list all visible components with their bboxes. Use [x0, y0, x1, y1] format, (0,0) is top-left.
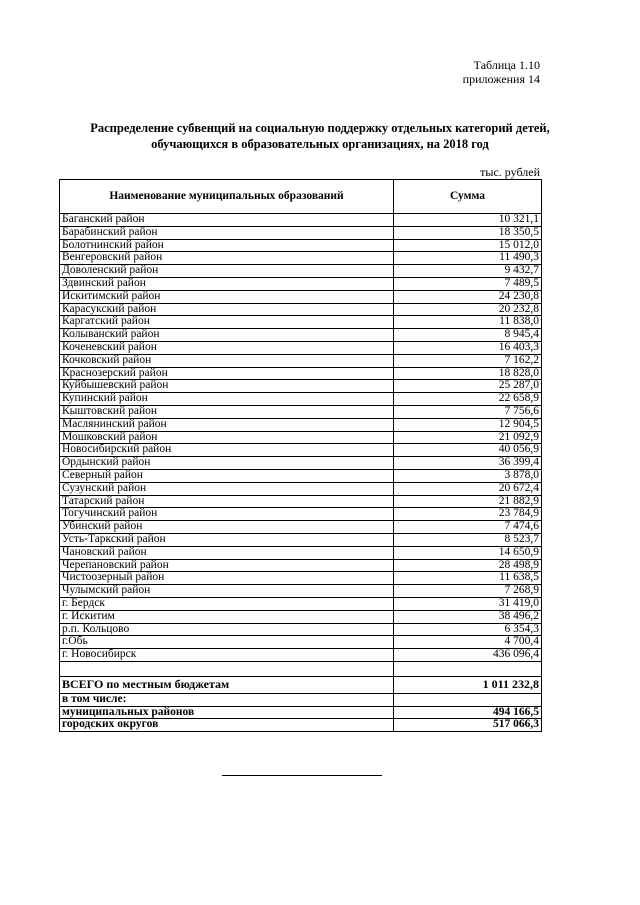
table-row — [60, 341, 542, 354]
breakdown-sum: 517 066,3 — [394, 719, 542, 732]
table-row — [60, 585, 542, 598]
including-sum — [394, 693, 542, 706]
municipality-name: Каргатский район — [60, 316, 394, 329]
municipality-name: г. Бердск — [60, 597, 394, 610]
table-row — [60, 546, 542, 559]
municipality-sum: 10 321,1 — [394, 214, 542, 227]
municipality-sum: 9 432,7 — [394, 265, 542, 278]
table-number: Таблица 1.10 — [473, 58, 540, 72]
municipality-name: г. Новосибирск — [60, 649, 394, 662]
municipality-sum: 20 232,8 — [394, 303, 542, 316]
municipality-name: Чистоозерный район — [60, 572, 394, 585]
column-header-sum: Сумма — [394, 180, 542, 214]
municipality-name: Чановский район — [60, 546, 394, 559]
table-row — [60, 572, 542, 585]
table-row — [60, 277, 542, 290]
separator-line — [222, 775, 382, 776]
table-row — [60, 649, 542, 662]
municipality-sum: 18 350,5 — [394, 226, 542, 239]
municipality-sum: 24 230,8 — [394, 290, 542, 303]
municipality-sum: 12 904,5 — [394, 418, 542, 431]
municipality-name: Карасукский район — [60, 303, 394, 316]
municipality-name: г. Искитим — [60, 610, 394, 623]
municipality-sum: 14 650,9 — [394, 546, 542, 559]
municipality-name: Кыштовский район — [60, 405, 394, 418]
table-row — [60, 482, 542, 495]
municipality-sum: 23 784,9 — [394, 508, 542, 521]
municipality-name: Новосибирский район — [60, 444, 394, 457]
table-row — [60, 214, 542, 227]
municipality-sum: 31 419,0 — [394, 597, 542, 610]
municipality-name: Доволенский район — [60, 265, 394, 278]
municipality-name: Мошковский район — [60, 431, 394, 444]
table-row — [60, 431, 542, 444]
municipality-sum: 18 828,0 — [394, 367, 542, 380]
spacer-row — [60, 661, 542, 676]
municipality-sum: 7 489,5 — [394, 277, 542, 290]
table-header-row — [60, 180, 542, 214]
table-row — [60, 239, 542, 252]
municipality-name: Колыванский район — [60, 329, 394, 342]
table-row — [60, 290, 542, 303]
municipality-name: Куйбышевский район — [60, 380, 394, 393]
total-sum: 1 011 232,8 — [394, 676, 542, 693]
table-row — [60, 521, 542, 534]
table-row — [60, 329, 542, 342]
municipality-name: Здвинский район — [60, 277, 394, 290]
municipality-name: Черепановский район — [60, 559, 394, 572]
municipality-name: Купинский район — [60, 393, 394, 406]
municipality-name: Сузунский район — [60, 482, 394, 495]
table-row — [60, 393, 542, 406]
municipality-sum: 40 056,9 — [394, 444, 542, 457]
breakdown-sum: 494 166,5 — [394, 706, 542, 719]
total-label: ВСЕГО по местным бюджетам — [60, 676, 394, 693]
municipality-sum: 7 756,6 — [394, 405, 542, 418]
title-line-1: Распределение субвенций на социальную поддержку отдельных категорий детей, — [90, 121, 550, 135]
subvention-table — [59, 179, 542, 732]
table-row — [60, 265, 542, 278]
municipality-sum: 8 523,7 — [394, 533, 542, 546]
municipality-name: Коченевский район — [60, 341, 394, 354]
units-label: тыс. рублей — [480, 165, 540, 179]
municipality-name: Краснозерский район — [60, 367, 394, 380]
table-row — [60, 405, 542, 418]
municipality-sum: 22 658,9 — [394, 393, 542, 406]
municipality-name: Кочковский район — [60, 354, 394, 367]
municipality-sum: 7 474,6 — [394, 521, 542, 534]
table-row — [60, 226, 542, 239]
table-row — [60, 495, 542, 508]
total-row — [60, 676, 542, 693]
table-row — [60, 469, 542, 482]
municipality-name: Усть-Таркский район — [60, 533, 394, 546]
municipality-sum: 20 672,4 — [394, 482, 542, 495]
table-row — [60, 457, 542, 470]
column-header-name: Наименование муниципальных образований — [60, 180, 394, 214]
table-row — [60, 610, 542, 623]
municipality-sum: 21 882,9 — [394, 495, 542, 508]
municipality-name: Тогучинский район — [60, 508, 394, 521]
table-row — [60, 316, 542, 329]
table-row — [60, 354, 542, 367]
municipality-name: Баганский район — [60, 214, 394, 227]
breakdown-row-city-districts — [60, 719, 542, 732]
municipality-name: р.п. Кольцово — [60, 623, 394, 636]
municipality-name: Северный район — [60, 469, 394, 482]
table-row — [60, 303, 542, 316]
table-row — [60, 508, 542, 521]
municipality-sum: 21 092,9 — [394, 431, 542, 444]
municipality-sum: 436 096,4 — [394, 649, 542, 662]
municipality-sum: 6 354,3 — [394, 623, 542, 636]
table-row — [60, 444, 542, 457]
municipality-sum: 7 268,9 — [394, 585, 542, 598]
municipality-name: Убинский район — [60, 521, 394, 534]
document-title — [60, 120, 580, 152]
municipality-sum: 36 399,4 — [394, 457, 542, 470]
municipality-sum: 8 945,4 — [394, 329, 542, 342]
appendix-reference: приложения 14 — [462, 72, 540, 86]
municipality-sum: 11 490,3 — [394, 252, 542, 265]
table-row — [60, 380, 542, 393]
breakdown-row-districts — [60, 706, 542, 719]
title-line-2: обучающихся в образовательных организациях, на 2018 год — [151, 137, 489, 151]
municipality-name: Чулымский район — [60, 585, 394, 598]
table-row — [60, 559, 542, 572]
municipality-name: Венгеровский район — [60, 252, 394, 265]
municipality-sum: 38 496,2 — [394, 610, 542, 623]
municipality-sum: 15 012,0 — [394, 239, 542, 252]
municipality-name: Искитимский район — [60, 290, 394, 303]
table-row — [60, 623, 542, 636]
municipality-name: Ордынский район — [60, 457, 394, 470]
table-body — [60, 214, 542, 662]
table-row — [60, 636, 542, 649]
municipality-sum: 3 878,0 — [394, 469, 542, 482]
table-row — [60, 418, 542, 431]
table-row — [60, 367, 542, 380]
municipality-sum: 28 498,9 — [394, 559, 542, 572]
municipality-name: Барабинский район — [60, 226, 394, 239]
municipality-sum: 25 287,0 — [394, 380, 542, 393]
municipality-name: Болотнинский район — [60, 239, 394, 252]
breakdown-label: муниципальных районов — [60, 706, 394, 719]
municipality-sum: 11 838,0 — [394, 316, 542, 329]
table-reference — [463, 58, 540, 86]
municipality-name: Татарский район — [60, 495, 394, 508]
municipality-sum: 4 700,4 — [394, 636, 542, 649]
municipality-sum: 11 638,5 — [394, 572, 542, 585]
table-row — [60, 533, 542, 546]
municipality-name: г.Обь — [60, 636, 394, 649]
including-row — [60, 693, 542, 706]
table-row — [60, 252, 542, 265]
municipality-sum: 16 403,3 — [394, 341, 542, 354]
including-label: в том числе: — [60, 693, 394, 706]
table-row — [60, 597, 542, 610]
municipality-name: Маслянинский район — [60, 418, 394, 431]
municipality-sum: 7 162,2 — [394, 354, 542, 367]
breakdown-label: городских округов — [60, 719, 394, 732]
